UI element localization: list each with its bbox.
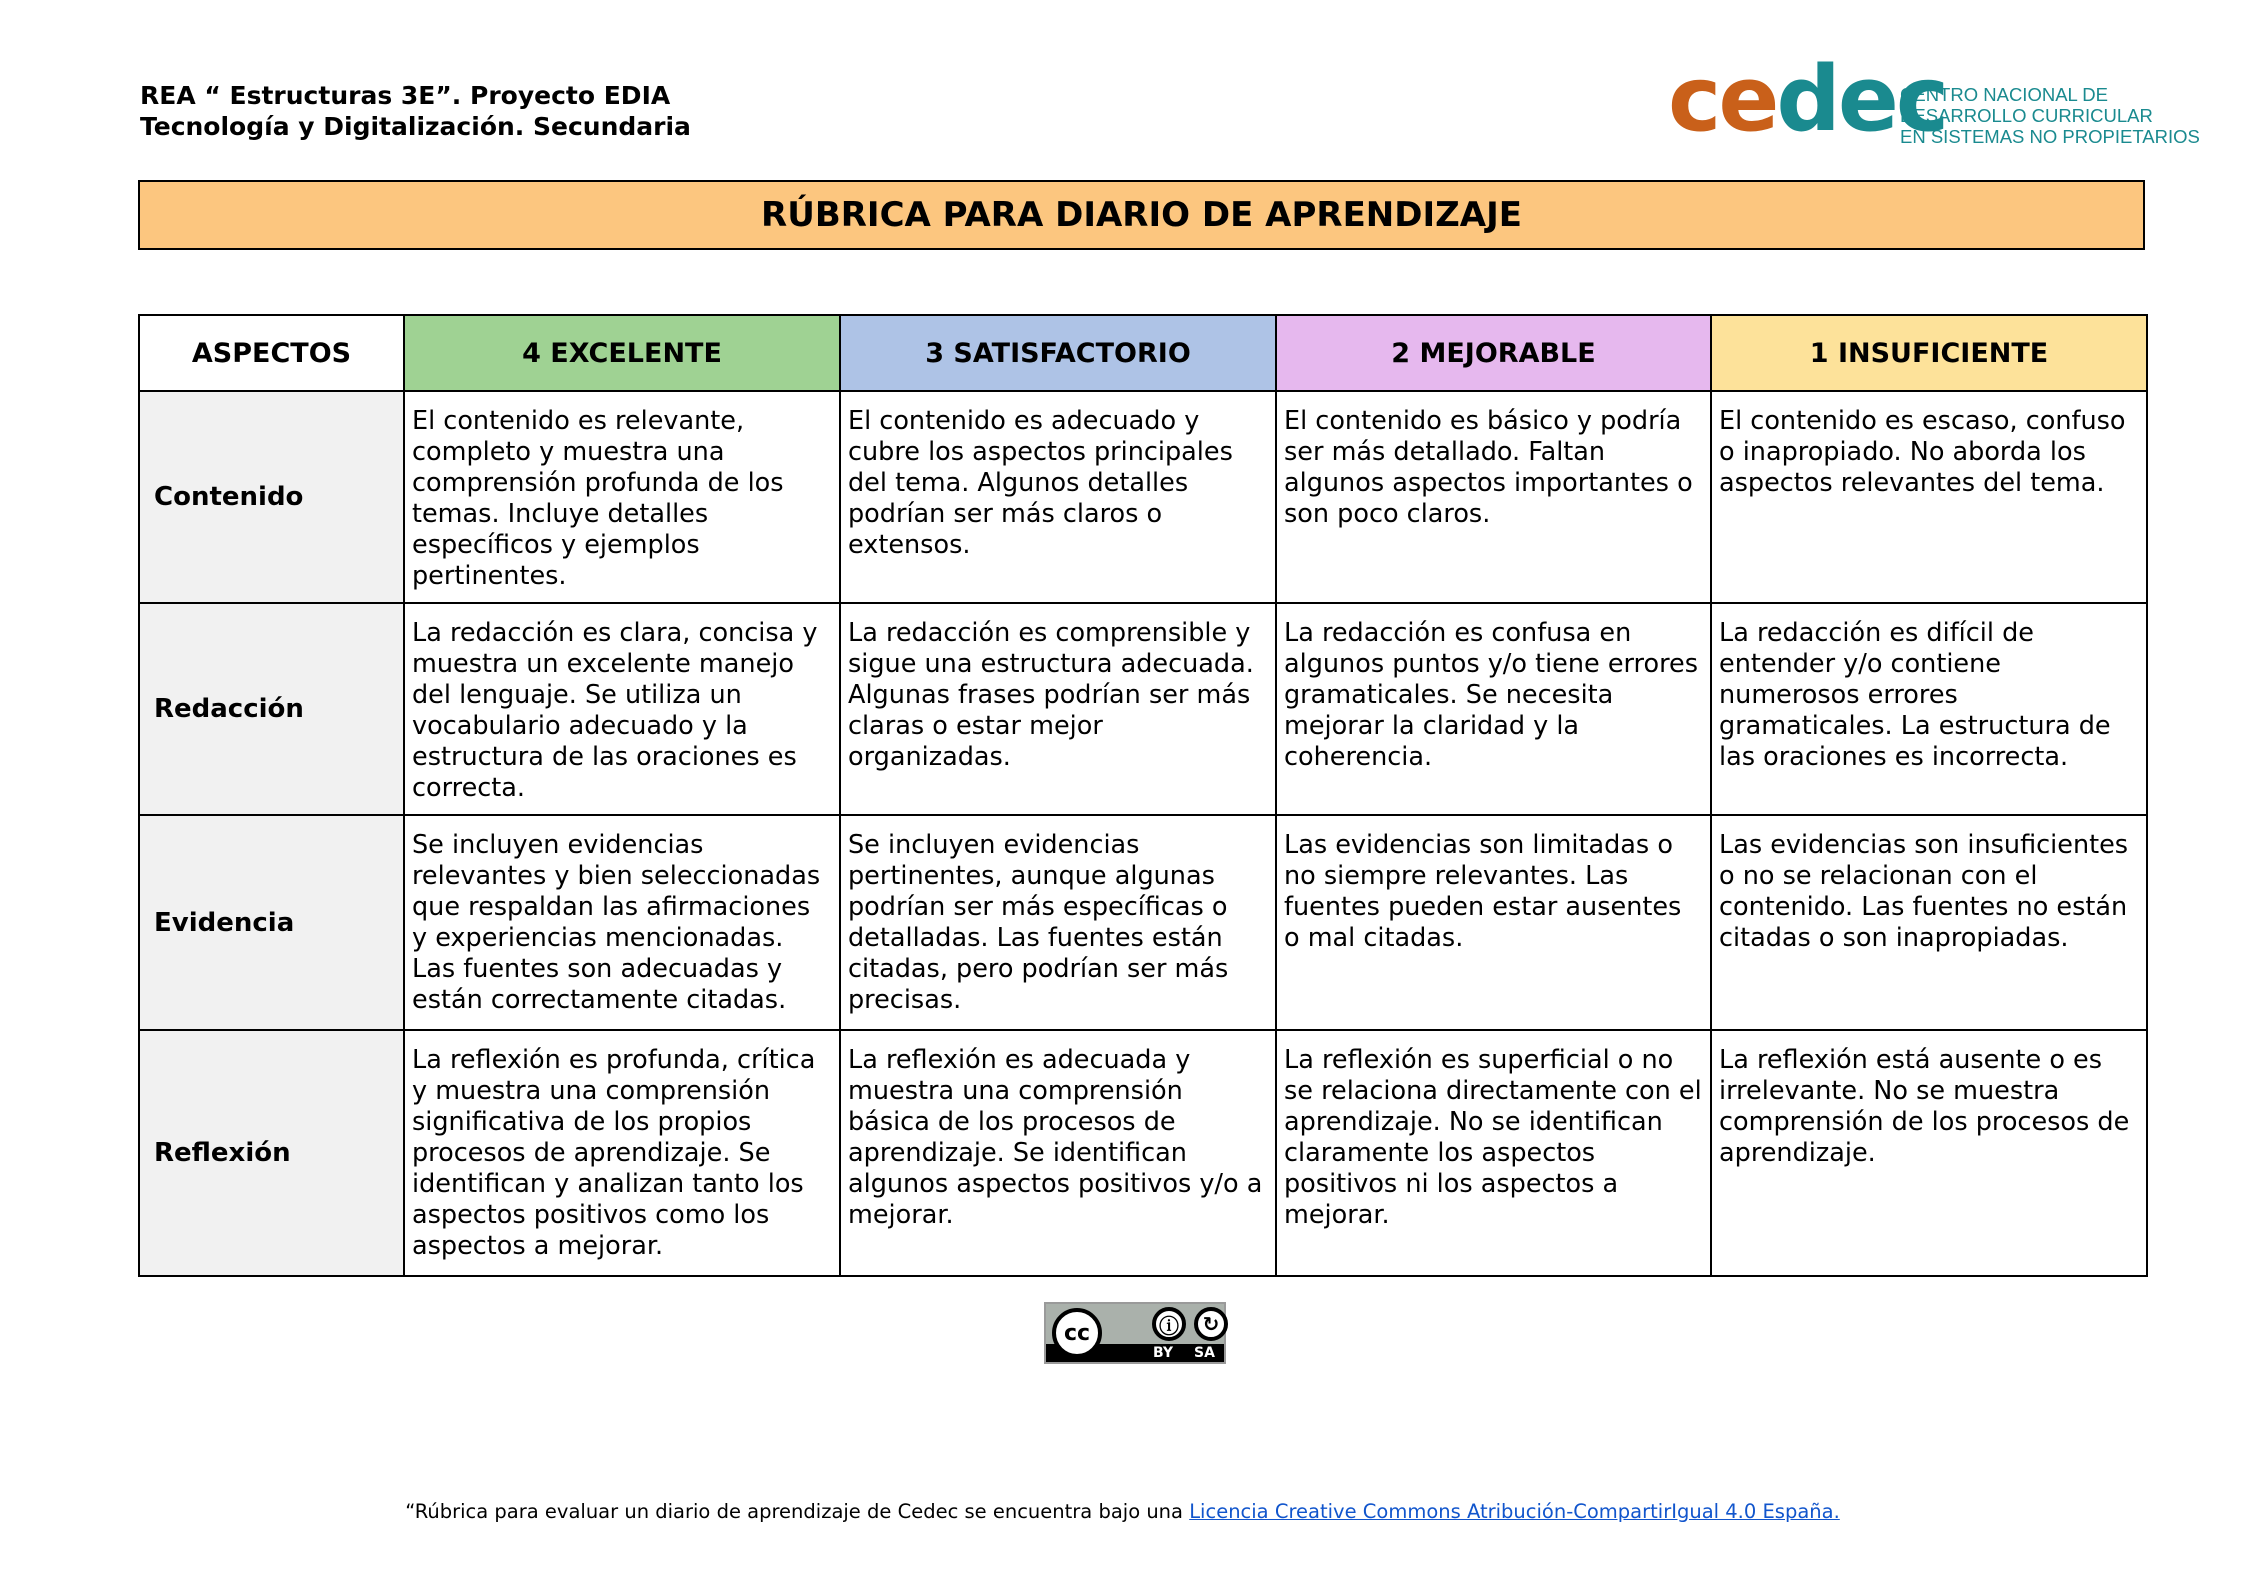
header-level-3: 3 SATISFACTORIO	[840, 315, 1276, 391]
table-row	[139, 391, 2147, 603]
rubric-cell: La redacción es comprensible y sigue una estructura adecuada. Algunas frases podrían ser más claras o estar mejor organizadas.	[840, 603, 1276, 815]
cc-logo-icon: cc	[1052, 1308, 1102, 1358]
logo-word-part2: dec	[1776, 47, 1947, 152]
rubric-cell: El contenido es básico y podría ser más detallado. Faltan algunos aspectos importantes o son poco claros.	[1276, 391, 1711, 603]
document-header	[140, 80, 691, 142]
rubric-cell: Se incluyen evidencias relevantes y bien seleccionadas que respaldan las afirmaciones y experiencias mencionadas. Las fuentes son adecuadas y están correctamente citadas.	[404, 815, 840, 1030]
cc-license-badge[interactable]	[1044, 1302, 1226, 1364]
cc-by-label: BY	[1153, 1345, 1174, 1361]
rubric-cell: La reflexión es superficial o no se relaciona directamente con el aprendizaje. No se identifican claramente los aspectos positivos ni los aspectos a mejorar.	[1276, 1030, 1711, 1276]
header-aspectos: ASPECTOS	[139, 315, 404, 391]
header-level-2: 2 MEJORABLE	[1276, 315, 1711, 391]
header-project-line: REA “ Estructuras 3E”. Proyecto EDIA	[140, 81, 671, 110]
attribution-icon: ⓘ	[1152, 1307, 1186, 1341]
logo-sub-line2: DESARROLLO CURRICULAR	[1900, 105, 2153, 126]
cedec-logo-subtitle	[1900, 84, 2200, 147]
rubric-cell: El contenido es adecuado y cubre los aspectos principales del tema. Algunos detalles podrían ser más claros o extensos.	[840, 391, 1276, 603]
rubric-cell: La reflexión es adecuada y muestra una comprensión básica de los procesos de aprendizaje. Se identifican algunos aspectos positivos y/o a mejorar.	[840, 1030, 1276, 1276]
footer-text: “Rúbrica para evaluar un diario de aprendizaje de Cedec se encuentra bajo una	[405, 1500, 1190, 1523]
rubric-cell: El contenido es escaso, confuso o inapropiado. No aborda los aspectos relevantes del tema.	[1711, 391, 2147, 603]
rubric-table	[138, 314, 2148, 1277]
rubric-cell: La redacción es clara, concisa y muestra un excelente manejo del lenguaje. Se utiliza un vocabulario adecuado y la estructura de las oraciones es correcta.	[404, 603, 840, 815]
license-footer	[0, 1500, 2245, 1523]
header-level-4: 4 EXCELENTE	[404, 315, 840, 391]
table-row	[139, 1030, 2147, 1276]
license-link[interactable]: Licencia Creative Commons Atribución-CompartirIgual 4.0 España.	[1189, 1500, 1840, 1523]
table-row	[139, 603, 2147, 815]
cc-sa-label: SA	[1194, 1345, 1215, 1361]
rubric-cell: El contenido es relevante, completo y muestra una comprensión profunda de los temas. Incluye detalles específicos y ejemplos pertinentes.	[404, 391, 840, 603]
rubric-cell: La reflexión es profunda, crítica y muestra una comprensión significativa de los propios procesos de aprendizaje. Se identifican y analizan tanto los aspectos positivos como los aspectos a mejorar.	[404, 1030, 840, 1276]
aspect-label: Contenido	[139, 391, 404, 603]
table-row	[139, 815, 2147, 1030]
aspect-label: Evidencia	[139, 815, 404, 1030]
rubric-cell: Se incluyen evidencias pertinentes, aunque algunas podrían ser más específicas o detalladas. Las fuentes están citadas, pero podrían ser más precisas.	[840, 815, 1276, 1030]
logo-sub-line1: CENTRO NACIONAL DE	[1900, 84, 2108, 105]
rubric-cell: La redacción es confusa en algunos puntos y/o tiene errores gramaticales. Se necesita mejorar la claridad y la coherencia.	[1276, 603, 1711, 815]
table-header-row	[139, 315, 2147, 391]
logo-word-part1: ce	[1668, 47, 1777, 152]
header-subject-line: Tecnología y Digitalización. Secundaria	[140, 112, 691, 141]
aspect-label: Redacción	[139, 603, 404, 815]
logo-sub-line3: EN SISTEMAS NO PROPIETARIOS	[1900, 126, 2200, 147]
header-level-1: 1 INSUFICIENTE	[1711, 315, 2147, 391]
rubric-cell: La reflexión está ausente o es irrelevante. No se muestra comprensión de los procesos de aprendizaje.	[1711, 1030, 2147, 1276]
page-title: RÚBRICA PARA DIARIO DE APRENDIZAJE	[138, 180, 2145, 250]
cedec-logo	[1668, 47, 2200, 152]
rubric-cell: La redacción es difícil de entender y/o contiene numerosos errores gramaticales. La estructura de las oraciones es incorrecta.	[1711, 603, 2147, 815]
aspect-label: Reflexión	[139, 1030, 404, 1276]
rubric-cell: Las evidencias son insuficientes o no se relacionan con el contenido. Las fuentes no están citadas o son inapropiadas.	[1711, 815, 2147, 1030]
rubric-cell: Las evidencias son limitadas o no siempre relevantes. Las fuentes pueden estar ausentes o mal citadas.	[1276, 815, 1711, 1030]
share-alike-icon: ↻	[1194, 1307, 1228, 1341]
